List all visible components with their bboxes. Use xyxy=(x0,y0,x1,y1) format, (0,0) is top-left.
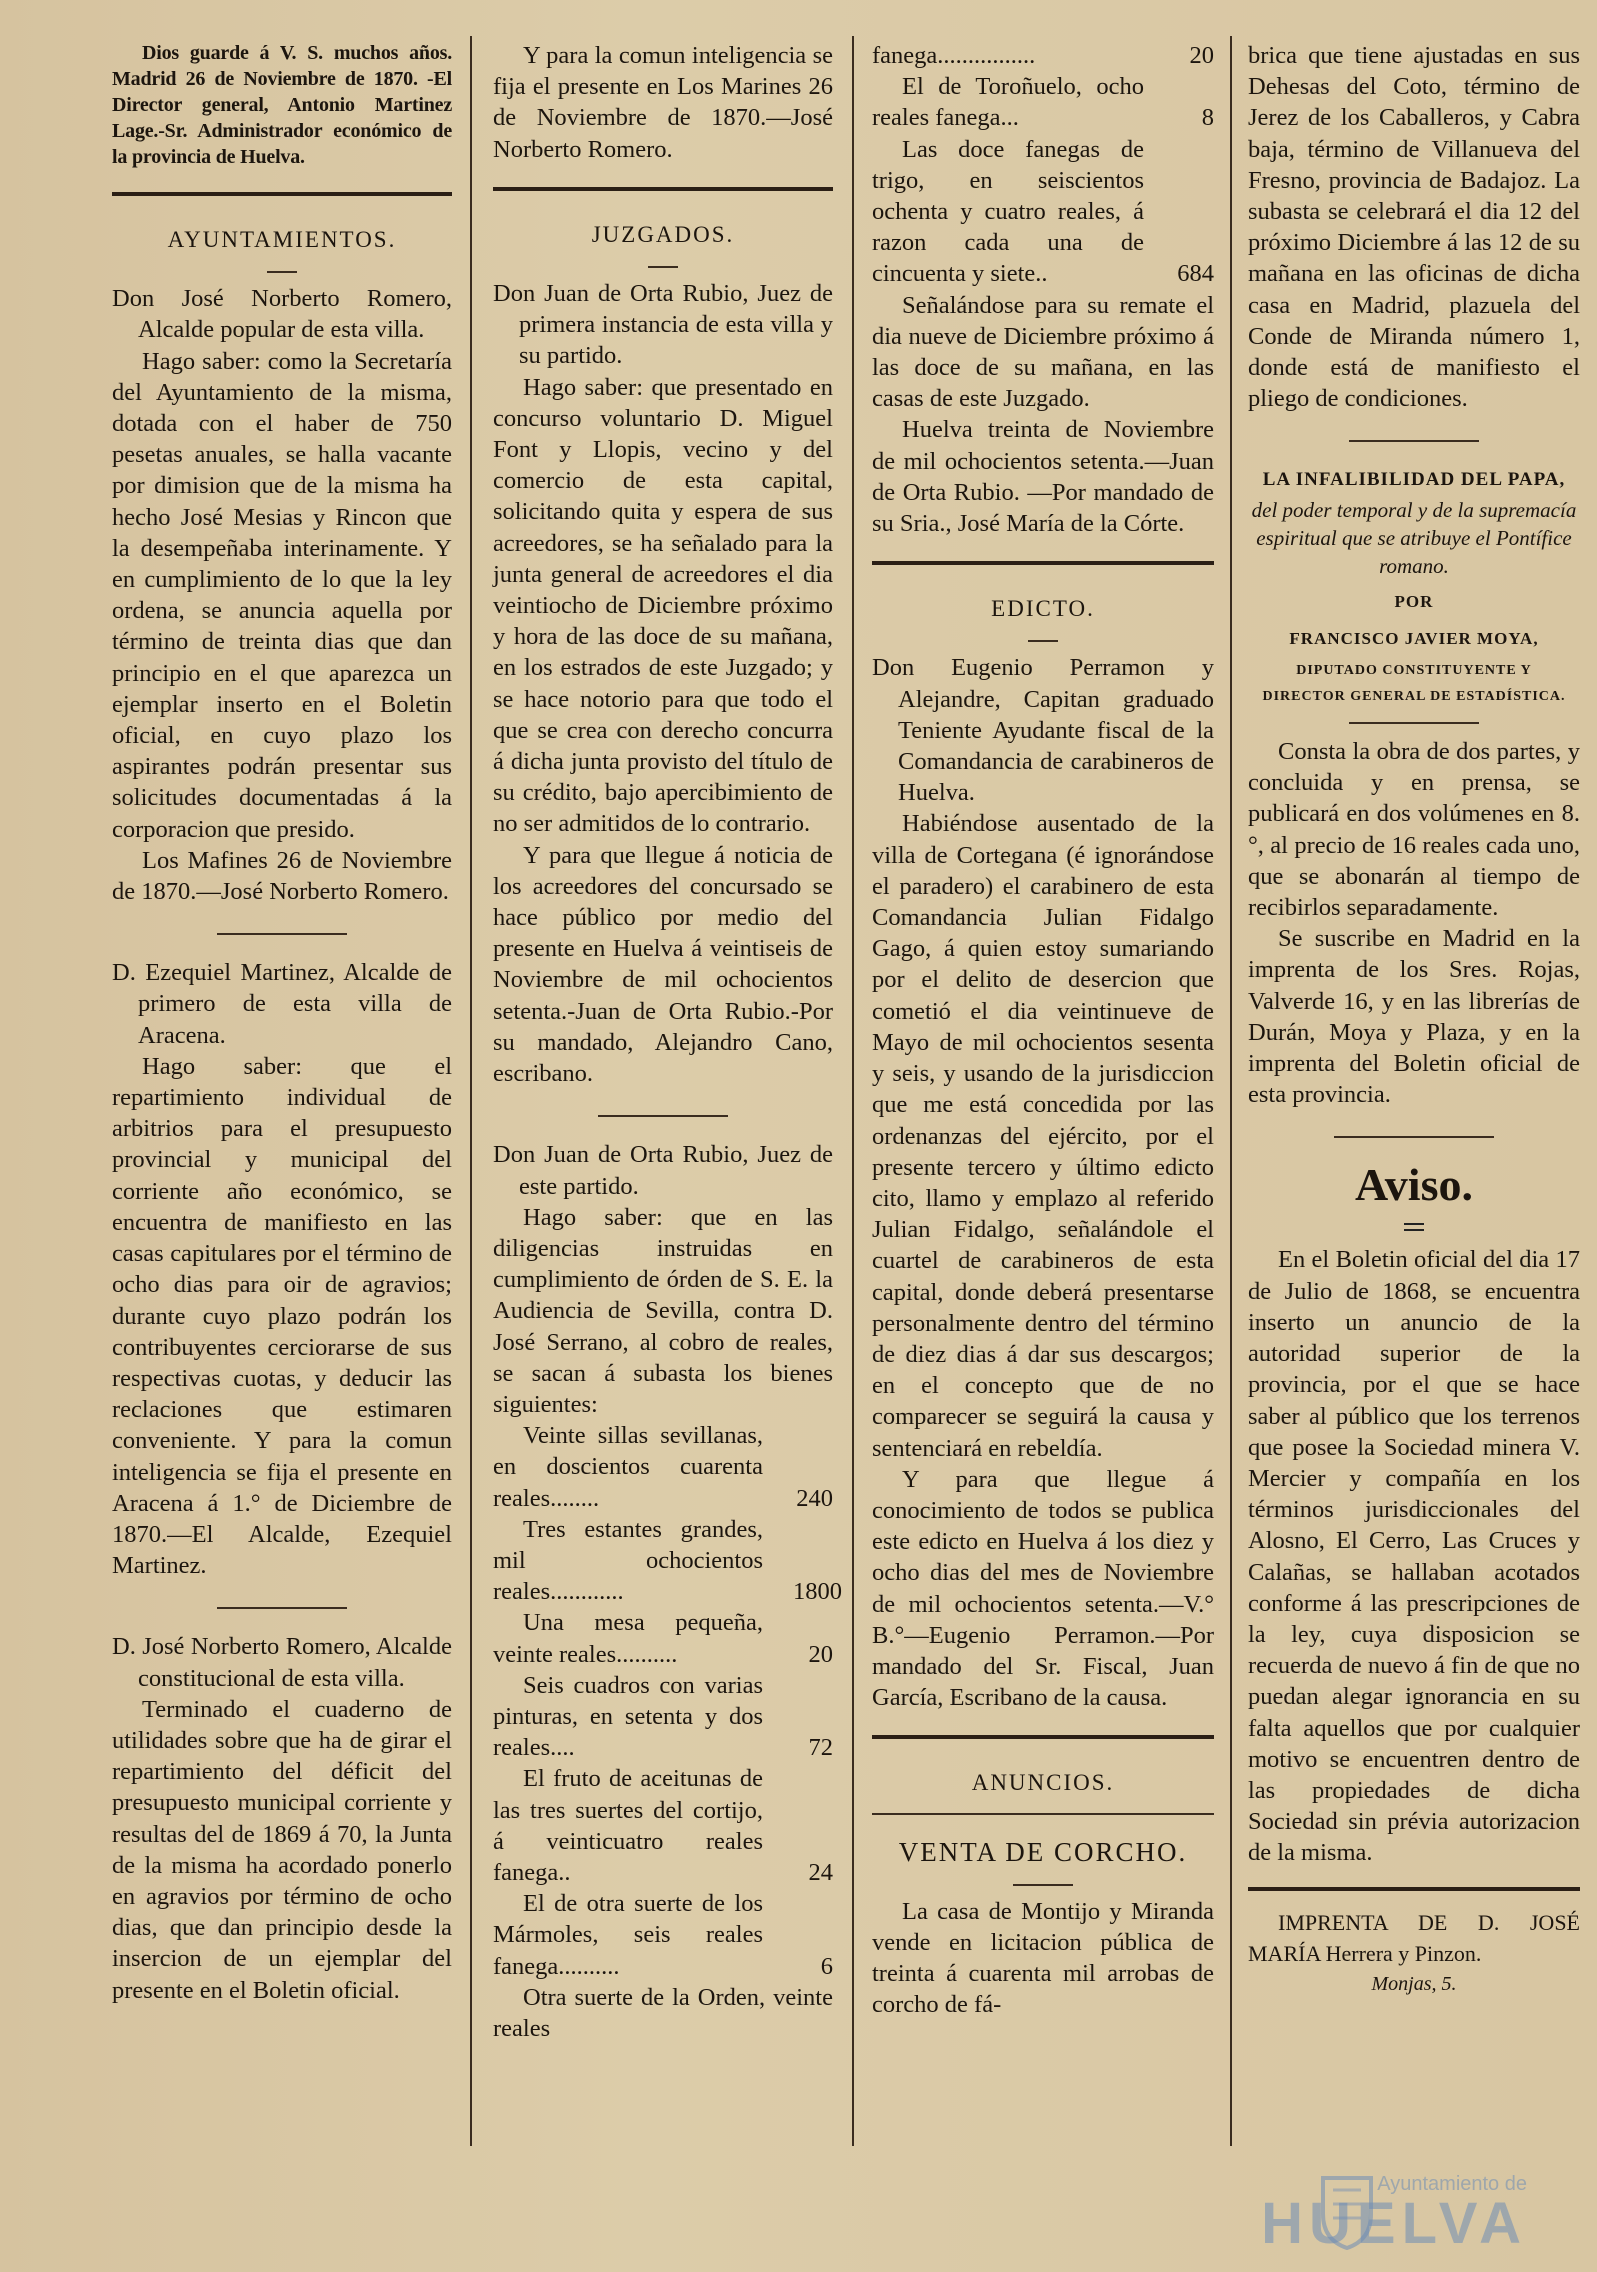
notice-heading: Don Juan de Orta Rubio, Juez de este partido. xyxy=(493,1141,833,1200)
aviso-title: Aviso. xyxy=(1355,1159,1473,1211)
notice-heading: D. José Norberto Romero, Alcalde constitucional de esta villa. xyxy=(112,1633,452,1692)
watermark-line2: HUELVA xyxy=(1261,2191,1527,2256)
section-rule xyxy=(872,1735,1214,1739)
section-title-anuncios: ANUNCIOS. xyxy=(971,1770,1115,1796)
notice-paragraph: Hago saber: que presentado en concurso voluntario D. Miguel Font y Llopis, vecino y del comercio de esta capital, solicitando quita y espera de sus acreedores, se ha señalado para la junta general de acreedores el dia veintiocho de Diciembre próximo y hora de las doce de su mañana, en los estrados de este Juzgado; y se hace notorio para que todo el que se crea con derecho concurra á dicha junta provisto del título de su crédito, bajo apercibimiento de no ser admitidos de lo contrario. xyxy=(493,373,833,838)
separator xyxy=(1349,722,1479,724)
book-paragraph: Consta la obra de dos partes, y concluida y en prensa, se publicará en dos volúmenes en 8.°, al precio de 16 reales cada uno, que se abonarán al tiempo de recibirlos separadamente. xyxy=(1248,738,1580,922)
imprint: IMPRENTA DE D. JOSÉ MARÍA Herrera y Pinzon. xyxy=(1248,1909,1580,1966)
book-author: FRANCISCO JAVIER MOYA, xyxy=(1289,628,1539,648)
auction-item: Las doce fanegas de trigo, en seiscientos ochenta y cuatro reales, á razon cada una de cincuenta y siete.. 684 xyxy=(872,135,1214,288)
auction-item: El fruto de aceitunas de las tres suertes del cortijo, á veinticuatro reales fanega.. 24 xyxy=(493,1765,833,1886)
notice-paragraph: Hago saber: como la Secretaría del Ayuntamiento de la misma, dotada con el haber de 750 pesetas anuales, se halla vacante por dimision que de la misma ha hecho José Mesias y Rincon que la desempeñaba interinamente. Y en cumplimiento de lo que la ley ordena, se anuncia aquella por término de treinta dias que dan principio en el que aparezca un ejemplar inserto en el Boletin oficial, en cuyo plazo los aspirantes podrán presentar sus solicitudes documentadas á la corporacion que presido. xyxy=(112,347,452,843)
notice-heading: Don Juan de Orta Rubio, Juez de primera instancia de esta villa y su partido. xyxy=(493,280,833,370)
book-subtitle: del poder temporal y de la supremacía espiritual que se atribuye el Pontífice romano. xyxy=(1251,497,1577,578)
auction-item: Una mesa pequeña, veinte reales.......... 20 xyxy=(493,1609,833,1668)
book-por: POR xyxy=(1394,591,1434,611)
column-4 xyxy=(1248,40,1580,2000)
column-divider xyxy=(470,36,472,2146)
auction-item: Veinte sillas sevillanas, en doscientos cuarenta reales........ 240 xyxy=(493,1422,833,1512)
continued-paragraph: brica que tiene ajustadas en sus Dehesas del Coto, término de Jerez de los Caballeros, y Cabra baja, término de Villanueva del Fresno, provincia de Badajoz. La subasta se celebrará el dia 12 del próximo Diciembre á las 12 de su mañana en las oficinas de dicha casa en Madrid, plazuela del Conde de Miranda número 1, donde está de manifiesto el pliego de condiciones. xyxy=(1248,42,1580,413)
section-rule xyxy=(1248,1887,1580,1891)
notice-heading: Don Eugenio Perramon y Alejandre, Capitan graduado Teniente Ayudante fiscal de la Comandancia de carabineros de Huelva. xyxy=(872,654,1214,807)
title-dash xyxy=(872,1872,1214,1886)
ad-paragraph: La casa de Montijo y Miranda vende en licitacion pública de treinta á cuarenta mil arrobas de corcho de fá- xyxy=(872,1897,1214,2019)
notice-signature: Huelva treinta de Noviembre de mil ochocientos setenta.—Juan de Orta Rubio. —Por mandado de su Sria., José María de la Córte. xyxy=(872,416,1214,538)
notice-paragraph: Hago saber: que en las diligencias instruidas en cumplimiento de órden de S. E. la Audiencia de Sevilla, contra D. José Serrano, al cobro de reales, se sacan á subasta los bienes siguientes: xyxy=(493,1203,833,1418)
section-title-juzgados: JUZGADOS. xyxy=(591,221,735,247)
section-rule xyxy=(872,561,1214,565)
notice-paragraph: Señalándose para su remate el dia nueve de Diciembre próximo á las doce de su mañana, en las casas de este Juzgado. xyxy=(872,291,1214,413)
notice-heading: Don José Norberto Romero, Alcalde popular de esta villa. xyxy=(112,285,452,344)
aviso-paragraph: En el Boletin oficial del dia 17 de Julio de 1868, se encuentra inserto un anuncio de la autoridad superior de la provincia, por el que se hace saber al público que los terrenos que posee la Sociedad minera V. Mercier y compañía en los términos jurisdiccionales del Alosno, El Cerro, Las Cruces y Calañas, se hallaban acotados conforme á las prescripciones de la ley, cuya disposicion se recuerda de nuevo á fin de que no puedan alegar ignorancia en su falta aquellos que por cualquier motivo se encuentren dentro de las propiedades de dicha Sociedad sin prévia autorizacion de la misma. xyxy=(1248,1246,1580,1867)
auction-item: El de otra suerte de los Mármoles, seis reales fanega.......... 6 xyxy=(493,1890,833,1980)
title-dash xyxy=(112,259,452,273)
auction-item-continued: Otra suerte de la Orden, veinte reales xyxy=(493,1983,833,2042)
auction-item: Tres estantes grandes, mil ochocientos reales............ 1800 xyxy=(493,1515,842,1606)
top-notice: Dios guarde á V. S. muchos años. Madrid 26 de Noviembre de 1870. -El Director general, Antonio Martinez Lage.-Sr. Administrador económico de la provincia de Huelva. xyxy=(112,42,452,168)
notice-paragraph: Hago saber: que el repartimiento individual de arbitrios para el presupuesto provincial y municipal del corriente año económico, se encuentra de manifiesto en las casas capitulares por el término de ocho dias para oir de agravios; durante cuyo plazo podrán los contribuyentes cerciorarse de sus respectivas cuotas, y deducir las reclaciones que estimaren conveniente. Y para la comun inteligencia se fija el presente en Aracena á 1.° de Diciembre de 1870.—El Alcalde, Ezequiel Martinez. xyxy=(112,1052,452,1580)
notice-heading: D. Ezequiel Martinez, Alcalde de primero de esta villa de Aracena. xyxy=(112,959,452,1049)
separator xyxy=(217,933,347,935)
book-paragraph: Se suscribe en Madrid en la imprenta de los Sres. Rojas, Valverde 16, y en las librerías de Durán, Moya y Plaza, y en la imprenta del Boletin oficial de esta provincia. xyxy=(1248,925,1580,1109)
continued-paragraph: Y para la comun inteligencia se fija el presente en Los Marines 26 de Noviembre de 1870.—José Norberto Romero. xyxy=(493,42,833,163)
section-rule xyxy=(112,192,452,196)
title-dash xyxy=(872,628,1214,642)
auction-item: Seis cuadros con varias pinturas, en setenta y dos reales.... 72 xyxy=(493,1671,833,1762)
watermark xyxy=(1261,2173,1527,2256)
notice-paragraph: Habiéndose ausentado de la villa de Cortegana (é ignorándose el paradero) el carabinero de esta Comandancia Julian Fidalgo Gago, á quien estoy sumariando por el delito de desercion que cometió el dia veintinueve de Mayo de mil ochocientos sesenta y seis, y usando de la jurisdiccion que me está concedida por las ordenanzas del ejército, por el presente tercero y último edicto cito, llamo y emplazo al referido Julian Fidalgo, señalándole el cuartel de carabineros de esta capital, donde deberá presentarse personalmente dentro del término de diez dias á dar sus descargos; en el concepto que de no comparecer se seguirá la causa y sentenciará en rebeldía. xyxy=(872,810,1214,1462)
notice-paragraph: Y para que llegue á noticia de los acreedores del concursado se hace público por medio del presente en Huelva á veintiseis de Noviembre de mil ochocientos setenta.-Juan de Orta Rubio.-Por su mandado, Alejandro Cano, escribano. xyxy=(493,841,833,1088)
column-divider xyxy=(1230,36,1232,2146)
separator xyxy=(872,1813,1214,1815)
notice-signature: Los Mafines 26 de Noviembre de 1870.—José Norberto Romero. xyxy=(112,846,452,906)
separator xyxy=(217,1607,347,1609)
title-double-dash xyxy=(1248,1216,1580,1232)
section-title-ayuntamientos: AYUNTAMIENTOS. xyxy=(167,227,397,252)
book-title: LA INFALIBILIDAD DEL PAPA, xyxy=(1262,469,1566,491)
ad-title-venta-de-corcho: VENTA DE CORCHO. xyxy=(898,1836,1188,1867)
separator xyxy=(598,1115,728,1117)
imprint-address: Monjas, 5. xyxy=(1371,1972,1457,1995)
separator xyxy=(1349,440,1479,442)
separator xyxy=(1334,1136,1494,1138)
section-title-edicto: EDICTO. xyxy=(991,596,1095,622)
notice-paragraph: Y para que llegue á conocimiento de todos se publica este edicto en Huelva á los diez y ocho dias del mes de Noviembre de mil ochocientos setenta.—V.° B.°—Eugenio Perramon.—Por mandado del Sr. Fiscal, Juan García, Escribano de la causa. xyxy=(872,1465,1214,1712)
auction-item: El de Toroñuelo, ocho reales fanega... 8 xyxy=(872,73,1214,132)
auction-item: fanega................ 20 xyxy=(872,42,1214,69)
book-author-description: DIPUTADO CONSTITUYENTE Y DIRECTOR GENERAL DE ESTADÍSTICA. xyxy=(1262,663,1566,705)
notice-paragraph: Terminado el cuaderno de utilidades sobre que ha de girar el repartimiento del déficit del presupuesto municipal corriente y resultas del de 1869 á 70, la Junta de la misma ha acordado ponerlo en agravios por término de ocho dias, que dan principio desde la insercion de un ejemplar del presente en el Boletin oficial. xyxy=(112,1695,452,2004)
column-1 xyxy=(112,40,452,2006)
column-2 xyxy=(493,40,842,2044)
column-3 xyxy=(872,40,1214,2021)
column-divider xyxy=(852,36,854,2146)
title-dash xyxy=(493,254,833,268)
watermark-line1: Ayuntamiento de xyxy=(1377,2173,1527,2195)
section-rule xyxy=(493,187,833,191)
